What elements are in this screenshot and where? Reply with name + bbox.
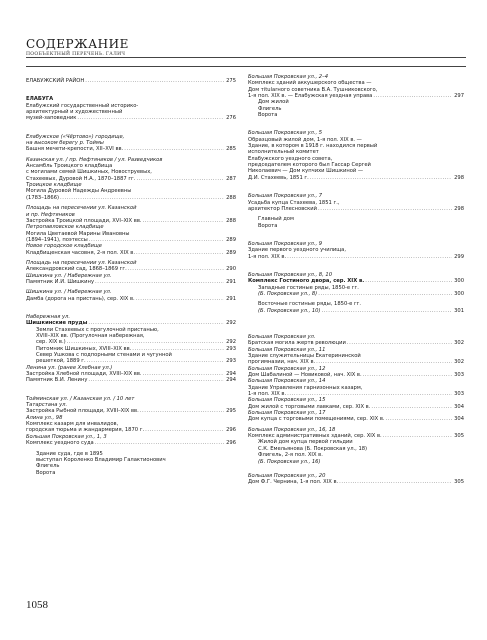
toc-entry-text: Большая Покровская ул., 5: [248, 130, 323, 137]
toc-page-number: 302: [454, 340, 464, 347]
right-column: [248, 74, 464, 486]
toc-page-number: 292: [226, 320, 236, 327]
toc-entry-text: Площадь на пересечении ул. Казанской: [26, 259, 137, 266]
toc-page-number: 304: [454, 416, 464, 423]
toc-entry: [26, 78, 236, 84]
toc-entry-text: 1-я пол. XIX в. — Елабужская уездная управа: [248, 93, 373, 100]
toc-page-number: 291: [226, 278, 236, 285]
toc-entry-text: Братская могила жертв революции: [248, 340, 346, 347]
toc-entry-text: Большая Покровская ул., 15: [248, 397, 326, 404]
toc-page-number: 285: [226, 146, 236, 153]
leader-dots: [128, 266, 224, 272]
toc-entry-text: Здание, в котором в 1918 г. находился первый: [248, 143, 378, 150]
spacer: [248, 326, 464, 334]
toc-entry: [248, 175, 464, 181]
toc-entry-text: Кладбищенская часовня, 2-я пол. XIX в.: [26, 249, 135, 256]
toc-page-number: 303: [454, 391, 464, 398]
toc-entry-text: председателем которого был Гассар Сергей: [248, 162, 371, 169]
toc-entry-text: Могила Дуровой Надежды Андреевны: [26, 188, 132, 195]
toc-entry-text: и пр. Нефтяников: [26, 211, 75, 218]
toc-entry-text: Большая Покровская ул., 8, 10: [248, 271, 332, 278]
toc-entry-text: музей-заповедник: [26, 115, 77, 122]
spacer: [26, 302, 236, 314]
toc-entry-text: с могилами семей Шишкиных, Новоструевых,: [26, 169, 152, 176]
leader-dots: [371, 404, 452, 410]
toc-entry-text: Петропавловское кладбище: [26, 224, 104, 231]
toc-entry: [248, 308, 464, 314]
leader-dots: [310, 175, 452, 181]
toc-entry-text: С.К. Емельянова (Б. Покровская ул., 18): [258, 445, 368, 452]
leader-dots: [60, 195, 224, 201]
leader-dots: [136, 296, 224, 302]
toc-entry-text: Николаевич — Дом купчихи Шишкиной —: [248, 168, 364, 175]
toc-entry-text: Ансамбль Троицкого кладбища: [26, 163, 113, 170]
toc-entry-text: выступал Короленко Владимир Галактионович: [36, 456, 166, 463]
spacer: [26, 384, 236, 396]
toc-entry: [26, 146, 236, 152]
left-column: [26, 78, 236, 476]
leader-dots: [143, 218, 225, 224]
leader-dots: [77, 115, 224, 121]
toc-page-number: 287: [226, 175, 236, 182]
toc-entry-text: Алина ул., 98: [26, 414, 63, 421]
toc-page-number: 298: [454, 174, 464, 181]
toc-entry-text: (Б. Покровская ул., 8): [258, 290, 318, 297]
toc-entry-text: Ленина ул. (ранее Хлебная ул.): [26, 364, 113, 371]
toc-entry: [248, 291, 464, 297]
toc-page-number: 289: [226, 236, 236, 243]
toc-entry-text: Большая Покровская ул., 16, 18: [248, 426, 336, 433]
toc-entry-text: Усадьба купца Стахеева, 1851 г.,: [248, 199, 340, 206]
toc-entry-text: Земли Стахеевых с прогулочной пристанью,: [36, 326, 159, 333]
spacer: [26, 84, 236, 96]
toc-entry-text: Памятник В.И. Ленину: [26, 377, 88, 384]
spacer: [248, 260, 464, 272]
toc-entry-text: прогимназии, нач. XIX в.: [248, 359, 316, 366]
toc-page-number: 301: [454, 307, 464, 314]
toc-page-number: 291: [226, 295, 236, 302]
toc-entry-text: (Б. Покровская ул., 10): [258, 307, 321, 314]
toc-entry-text: Елабужское («Чёртово») городище,: [26, 133, 125, 140]
contents-header: [26, 38, 466, 58]
spacer: [248, 465, 464, 473]
toc-entry-text: архитектурный и художественный: [26, 109, 123, 116]
spacer: [248, 118, 464, 130]
toc-page-number: 288: [226, 217, 236, 224]
toc-entry-text: Комплекс казарм для инвалидов,: [26, 421, 119, 428]
toc-entry: [26, 440, 236, 446]
toc-entry-text: архитектор Плесновский: [248, 205, 318, 212]
toc-entry-text: Дом купца с торговыми помещениями, сер. XIX в.: [248, 416, 385, 423]
toc-entry: [26, 115, 236, 121]
toc-entry-text: Дом тitularного советника В.А. Тушниковского,: [248, 86, 378, 93]
toc-entry-text: Могила Цветаевой Марины Ивановны: [26, 230, 130, 237]
toc-entry: [248, 206, 464, 212]
toc-entry-text: Д.И. Стахеевь, 1851 г.: [248, 174, 309, 181]
toc-entry-text: Застройка Троицкой площади, XVI–XIX вв.: [26, 217, 142, 224]
page-subtitle: ПООБЪЕКТНЫЙ ПЕРЕЧЕНЬ. ГАЛИЧ: [26, 52, 126, 57]
toc-entry-text: Казанская ул. / пр. Нефтяников / ул. Разведчиков: [26, 156, 163, 163]
spacer: [248, 181, 464, 193]
toc-page-number: 294: [226, 377, 236, 384]
toc-page-number: 290: [226, 266, 236, 273]
toc-entry-text: Западные гостиные ряды, 1850-е гг.: [258, 284, 359, 291]
toc-entry-text: Тойминская ул. / Казанская ул. / 10 лет: [26, 395, 135, 402]
toc-entry-text: Татарстана ул.: [26, 402, 68, 409]
toc-entry-text: Комплекс зданий аккушерского общества —: [248, 80, 372, 87]
toc-entry-text: городская тюрьма и жандармерия, 1870 г.: [26, 427, 145, 434]
toc-page-number: 299: [454, 253, 464, 260]
toc-entry-text: Стахеевых, Дуровой Н.А., 1870–1887 гг.: [26, 175, 136, 182]
leader-dots: [316, 359, 452, 365]
toc-entry: [26, 470, 236, 476]
leader-dots: [124, 146, 224, 152]
toc-entry-text: (Б. Покровская ул., 16): [258, 458, 321, 465]
toc-entry: [26, 296, 236, 302]
toc-entry-text: Комплекс Гостиного двора, сер. XIX в.: [248, 278, 365, 285]
toc-entry: [248, 479, 464, 485]
toc-page-number: 300: [454, 290, 464, 297]
toc-entry: [248, 254, 464, 260]
toc-entry-text: Большая Покровская ул., 12: [248, 365, 326, 372]
toc-page-number: 300: [454, 278, 464, 285]
toc-entry: [248, 416, 464, 422]
toc-entry-text: (1783–1866): [26, 194, 60, 201]
leader-dots: [145, 427, 224, 433]
toc-entry-text: Застройка Рыбной площади, XVIII–XIX вв.: [26, 408, 139, 415]
toc-entry-text: Шишкинские пруды: [26, 320, 88, 327]
toc-page-number: 296: [226, 427, 236, 434]
page-title: СОДЕРЖАНИЕ: [26, 37, 129, 51]
toc-entry-text: Троицкое кладбище: [26, 182, 82, 189]
toc-entry-text: Новое городское кладбище: [26, 243, 102, 250]
leader-dots: [365, 278, 452, 284]
toc-page-number: 303: [454, 372, 464, 379]
leader-dots: [347, 340, 452, 346]
leader-dots: [136, 250, 224, 256]
toc-entry-text: Большая Покровская ул., 20: [248, 472, 326, 479]
toc-entry: [26, 279, 236, 285]
toc-entry-text: ЕЛАБУГА: [26, 96, 54, 103]
leader-dots: [363, 372, 452, 378]
toc-entry-text: Шишкина ул. / Набережная ул.: [26, 272, 112, 279]
spacer: [26, 122, 236, 134]
toc-page-number: 305: [454, 433, 464, 440]
toc-entry-text: Большая Покровская ул., 2–4: [248, 74, 328, 80]
toc-entry: [26, 377, 236, 383]
toc-entry-text: Елабужский государственный историко-: [26, 102, 139, 109]
toc-entry-text: Здание первого уездного училища,: [248, 247, 346, 254]
leader-dots: [140, 408, 224, 414]
toc-entry-text: исполнительный комитет: [248, 149, 319, 156]
toc-entry-text: Елабужского уездного совета,: [248, 155, 333, 162]
toc-entry-text: Ворота: [258, 222, 278, 229]
leader-dots: [136, 176, 224, 182]
toc-entry-text: Ворота: [258, 112, 278, 119]
toc-entry-text: Александровский сад, 1868–1869 гг.: [26, 266, 127, 273]
toc-page-number: 302: [454, 359, 464, 366]
toc-entry-text: Ворота: [36, 469, 56, 476]
header-rule-bottom: [26, 66, 466, 67]
toc-entry-text: Большая Покровская ул., 14: [248, 378, 326, 385]
toc-entry-text: Север Ушкова с подпорными стенами и чугунной: [36, 352, 172, 359]
toc-entry-text: Здание Управления гарнизонных казарм,: [248, 384, 363, 391]
toc-entry-text: Здание суда, где в 1895: [36, 450, 103, 457]
page-number: 1058: [26, 599, 48, 611]
toc-entry-text: Восточные гостиные ряды, 1850-е гг.: [258, 301, 362, 308]
toc-entry-text: Большая Покровская ул.: [248, 333, 316, 340]
toc-entry-text: Комплекс административных зданий, сер. XIX в.: [248, 433, 382, 440]
toc-entry-text: (1894–1941), поэтессы: [26, 236, 88, 243]
toc-entry: [26, 195, 236, 201]
toc-entry-text: Башня мечети-крепости, XII–XVI вв.: [26, 146, 124, 153]
toc-page-number: 293: [226, 345, 236, 352]
leader-dots: [88, 377, 224, 383]
leader-dots: [339, 479, 452, 485]
toc-entry-text: Жилой дом купца первой гильдии: [258, 439, 353, 446]
leader-dots: [95, 440, 224, 446]
toc-entry-text: Флигель, 2-я пол. XIX в.: [258, 452, 323, 459]
toc-page-number: 288: [226, 194, 236, 201]
leader-dots: [318, 206, 452, 212]
toc-entry-text: Большая Покровская ул., 7: [248, 193, 323, 200]
toc-entry: [26, 250, 236, 256]
toc-entry-text: Большая Покровская ул., 1, 3: [26, 433, 107, 440]
toc-entry-text: Площадь на пересечении ул. Казанской: [26, 205, 137, 212]
toc-entry-text: Питомник Шишкиных, XVIII–XIX вв.: [36, 345, 132, 352]
toc-page-number: 296: [226, 440, 236, 447]
leader-dots: [386, 416, 453, 422]
leader-dots: [322, 308, 453, 314]
toc-entry-text: Дом Шабалиной — Новиковой, нач. XIX в.: [248, 372, 362, 379]
header-rule-top: [26, 57, 466, 58]
toc-entry-text: Флигель: [258, 105, 282, 112]
toc-page-number: 294: [226, 371, 236, 378]
toc-page-number: 304: [454, 403, 464, 410]
toc-page-number: 295: [226, 408, 236, 415]
spacer: [248, 229, 464, 241]
leader-dots: [373, 93, 452, 99]
toc-page-number: 289: [226, 249, 236, 256]
toc-entry-text: Флигель: [36, 463, 60, 470]
toc-page-number: 305: [454, 479, 464, 486]
leader-dots: [383, 433, 452, 439]
toc-page-number: 276: [226, 115, 236, 122]
toc-entry-text: Памятник И.И. Шишкину: [26, 278, 95, 285]
toc-entry-text: XVIII–XIX вв. (Прогулочная набережная,: [36, 333, 145, 339]
toc-entry-text: Большая Покровская ул., 9: [248, 240, 323, 247]
toc-entry-text: Главный дом: [258, 216, 294, 223]
toc-page-number: 293: [226, 358, 236, 365]
toc-entry-text: Застройка Хлебной площади, XVIII–XIX вв.: [26, 371, 142, 378]
toc-entry-text: Здание служительницы Екатерининской: [248, 353, 361, 359]
toc-entry-text: Комплекс уездного суда: [26, 440, 94, 447]
toc-entry-text: Дом Ф.Г. Чернина, 1-я пол. XIX в.: [248, 479, 339, 486]
toc-entry-text: на высоком берегу р. Тоймы: [26, 140, 104, 147]
leader-dots: [85, 78, 224, 84]
toc-page-number: 275: [226, 78, 236, 84]
toc-entry-text: Дом жилой: [258, 99, 289, 106]
toc-entry-text: Дом жилой с торговыми лавками, сер. XIX в.: [248, 403, 371, 410]
toc-page-number: 292: [226, 339, 236, 346]
leader-dots: [287, 254, 452, 260]
toc-entry-text: ЕЛАБУЖСКИЙ РАЙОН: [26, 78, 85, 84]
leader-dots: [318, 291, 452, 297]
toc-entry-text: сер. XIX в.): [36, 339, 66, 346]
toc-page-number: 297: [454, 93, 464, 100]
toc-entry-text: 1-я пол. XIX в.: [248, 391, 287, 398]
toc-entry-text: Дамба (дорога на пристань), сер. XIX в.: [26, 295, 135, 302]
toc-entry-text: Шишкина ул. / Набережная ул.: [26, 289, 112, 296]
toc-entry-text: решеткой, 1889 г.: [36, 358, 86, 365]
toc-entry-text: Большая Покровская ул., 11: [248, 346, 326, 353]
toc-entry-text: Большая Покровская ул., 17: [248, 410, 326, 417]
spacer: [248, 314, 464, 326]
toc-entry-text: Образцовый жилой дом, 1-я пол. XIX в. —: [248, 136, 362, 143]
toc-entry-text: Набережная ул.: [26, 313, 71, 320]
leader-dots: [95, 279, 224, 285]
toc-entry-text: 1-я пол. XIX в.: [248, 253, 287, 260]
toc-page-number: 298: [454, 205, 464, 212]
leader-dots: [89, 237, 224, 243]
